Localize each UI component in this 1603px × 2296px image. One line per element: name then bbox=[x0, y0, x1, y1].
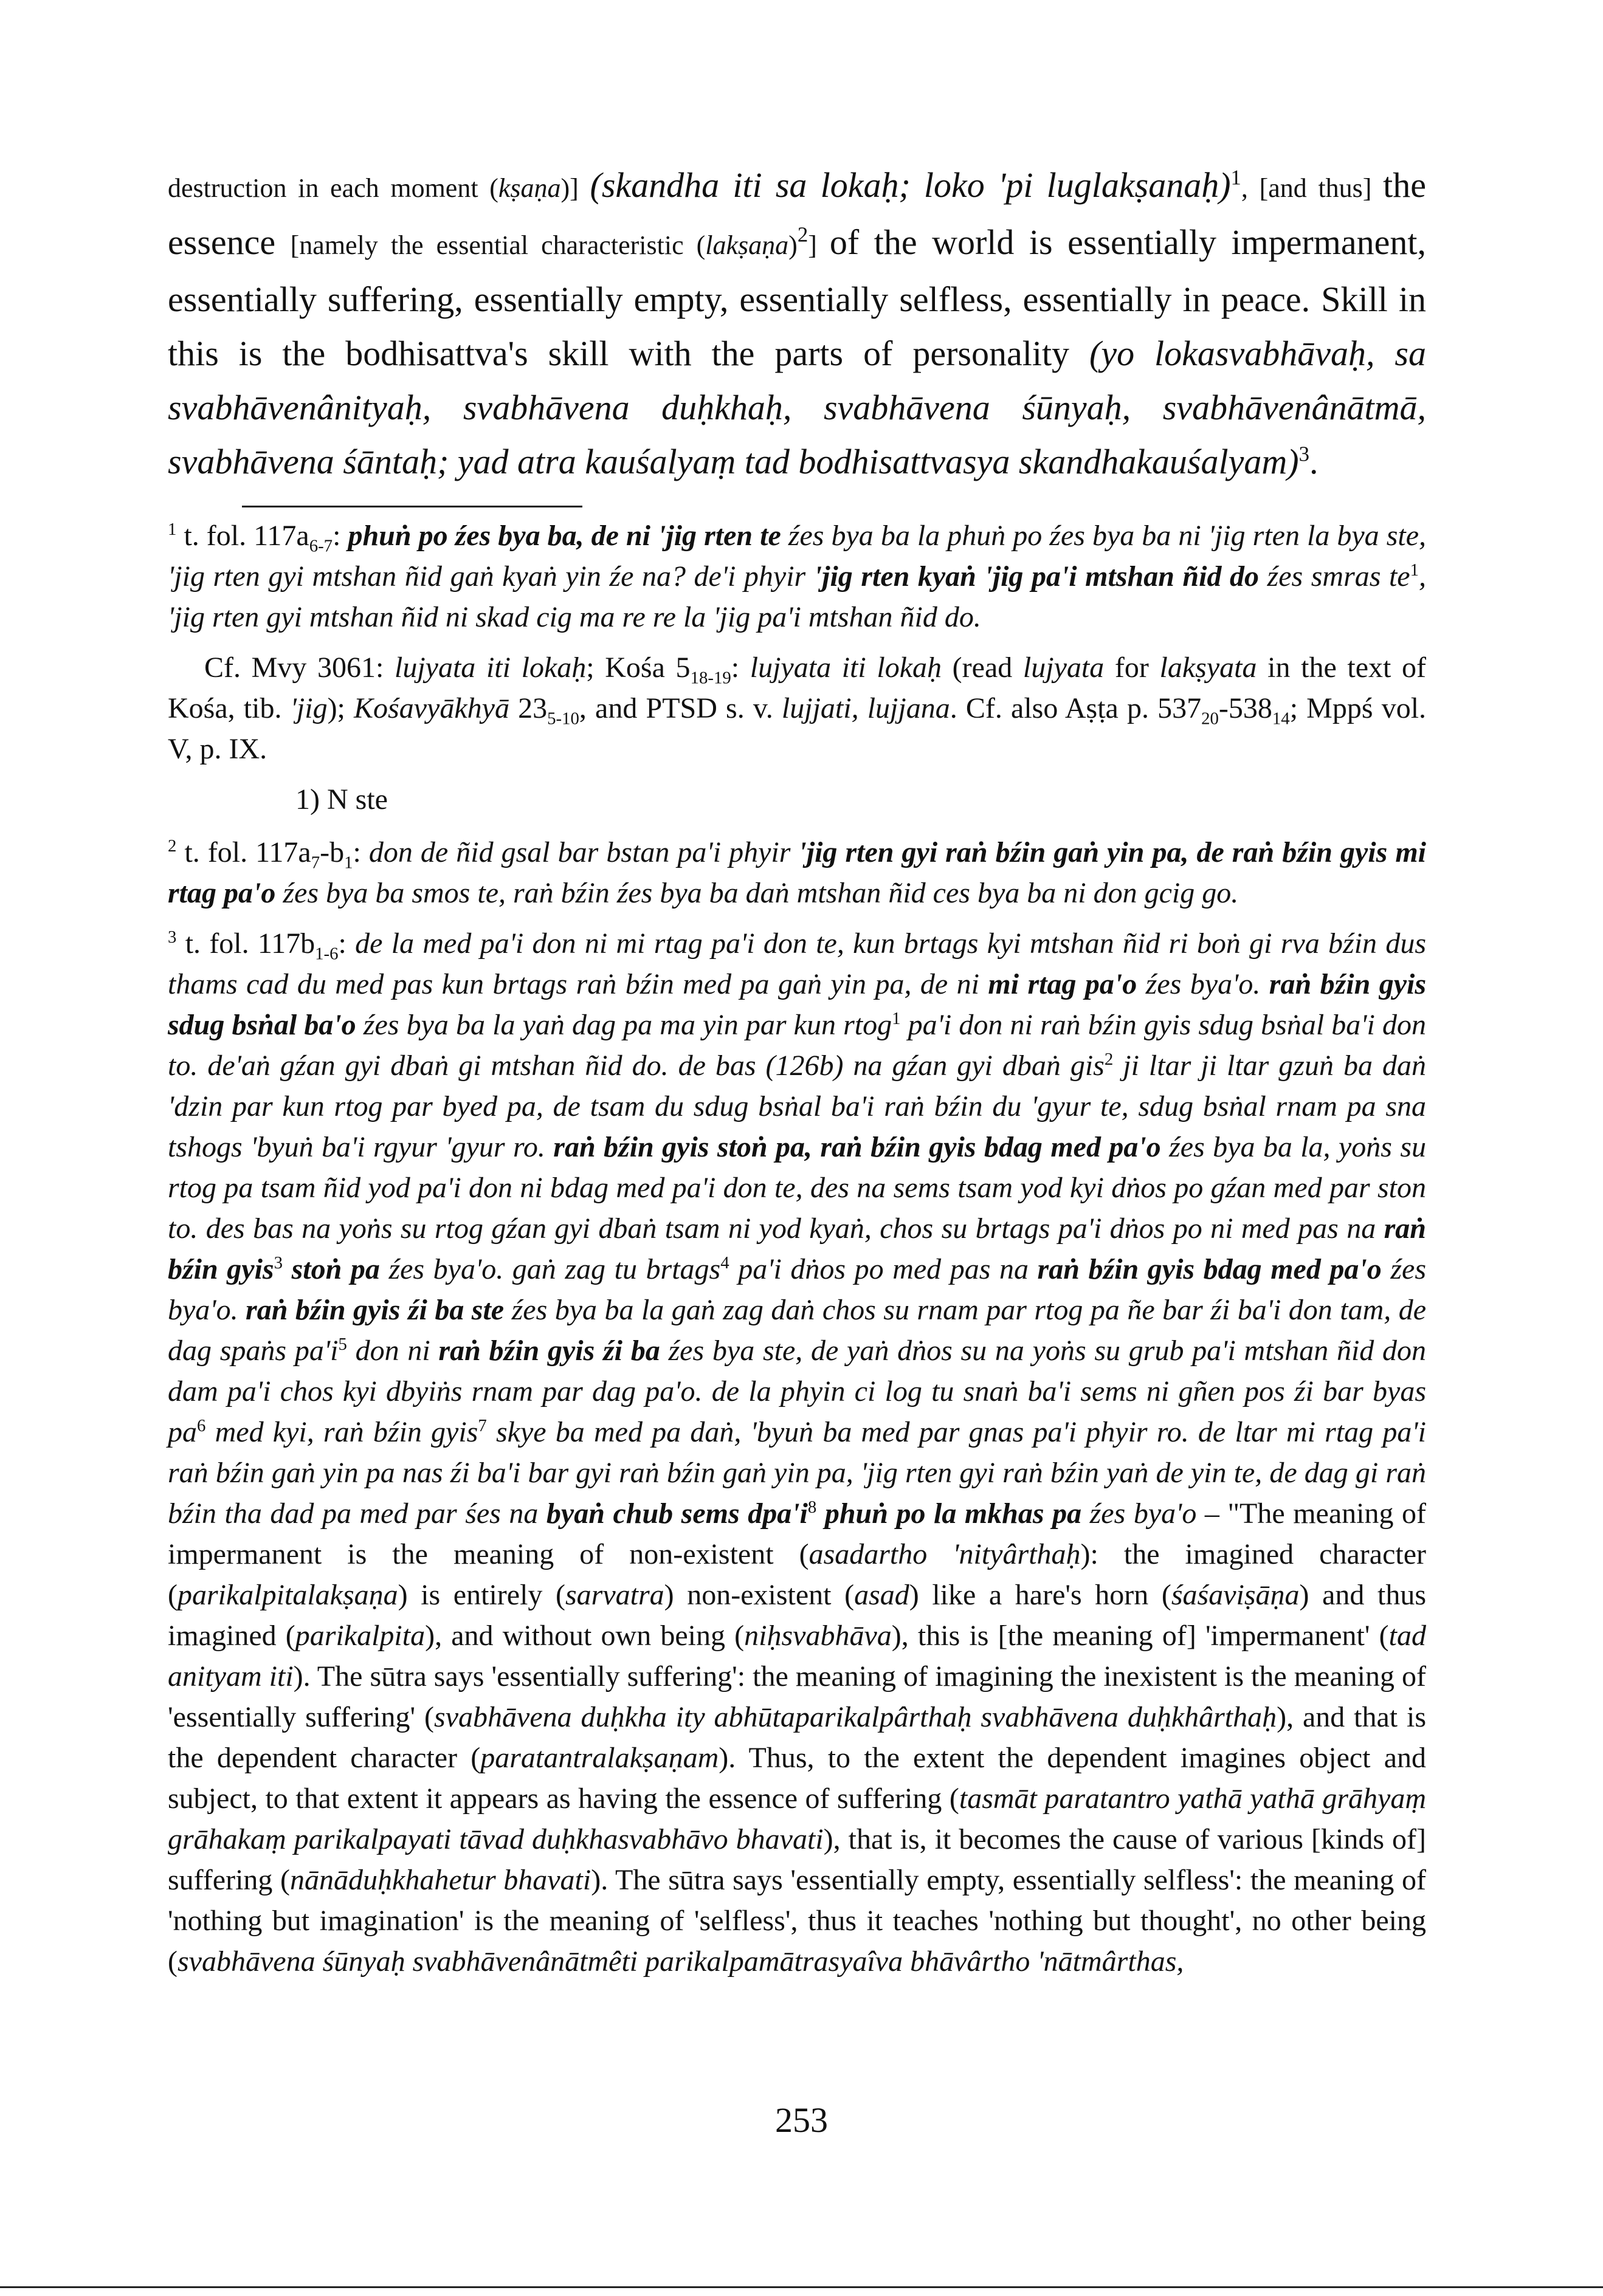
variant-note bbox=[295, 779, 1426, 820]
footnote-text: raṅ bźin gyis źi ba ste bbox=[246, 1294, 505, 1326]
footnote-ref-sub: 1-6 bbox=[315, 944, 339, 964]
page-number: 253 bbox=[775, 2100, 828, 2140]
footnote-text: źes bya'o. bbox=[1137, 968, 1269, 1000]
footnote-text: nānāduḥkhahetur bhavati bbox=[290, 1864, 591, 1896]
footnote-text: ) is entirely ( bbox=[398, 1579, 565, 1611]
footnote-text: lujjati, lujjana bbox=[781, 692, 950, 724]
footnote-text: svabhāvena duḥkha ity abhūtaparikalpârthaḥ svabhāvena duḥkhârthaḥ bbox=[434, 1701, 1277, 1733]
footnote-text: parikalpitalakṣaṇa bbox=[177, 1579, 398, 1611]
footnote-text: ) and thus imagined ( bbox=[168, 1579, 1427, 1652]
footnote-text: ), that is, it becomes the cause of various [kinds of] suffering ( bbox=[168, 1823, 1426, 1896]
footnote-text: 'jig rten gyi raṅ bźin gaṅ yin pa, de raṅ bźin gyis mi rtag pa'o bbox=[168, 836, 1426, 909]
footnote-2 bbox=[168, 832, 1426, 913]
footnote-text: ). Thus, to the extent the dependent imagines object and subject, to that extent it appears as having the essence of suffering ( bbox=[168, 1742, 1426, 1815]
footnote-text: raṅ bźin gyis bbox=[168, 1212, 1426, 1285]
footnote-text: de la med pa'i don ni mi rtag pa'i don te, kun brtags kyi mtshan ñid ri boṅ gi rva bźin dus thams cad du med pas kun brtags raṅ bźin med pa gaṅ yin pa, de ni bbox=[168, 927, 1427, 1000]
footnote-text: (read bbox=[942, 651, 1023, 684]
footnote-text: ), and without own being ( bbox=[425, 1620, 745, 1652]
footnote-text: , and PTSD s. v. bbox=[579, 692, 782, 724]
footnote-text: ); bbox=[327, 692, 354, 724]
main-text-run: lakṣaṇa bbox=[705, 230, 789, 260]
variant-text: ste bbox=[355, 783, 388, 816]
footnote-text: raṅ bźin gyis bdag med pa'o bbox=[1037, 1253, 1382, 1285]
main-text-run: of the world is essentially impermanent, essentially suffering, essentially empty, essentially selfless, essentially in peace. Skill in this is the bodhisattva's skill with the parts of personality bbox=[168, 222, 1426, 373]
footnote-text: 'jig bbox=[290, 692, 328, 724]
footnote-text: for bbox=[1104, 651, 1160, 684]
footnote-text: ji ltar ji ltar gzuṅ ba daṅ 'dzin par kun rtog par byed pa, de tsam du sdug bsṅal ba'i raṅ bźin du 'gyur te, sdug bsṅal rnam pa sna tshogs 'byuṅ ba'i rgyur 'gyur ro. bbox=[168, 1050, 1426, 1163]
variant-marker: 1 bbox=[1410, 560, 1419, 580]
footnote-text: 23 bbox=[509, 692, 548, 724]
main-text-run: ) bbox=[788, 230, 798, 260]
main-text-run: kṣaṇa bbox=[498, 173, 561, 203]
footnote-text: med kyi, raṅ bźin gyis bbox=[205, 1416, 478, 1448]
variant-text: 1) N bbox=[295, 783, 356, 816]
footnote-text: pa'i don ni raṅ bźin gyis sdug bsṅal ba'i don to. de'aṅ gźan gyi dbaṅ gi mtshan ñid do. de bas (126b) na gźan gyi dbaṅ gis bbox=[168, 1009, 1426, 1082]
footnote-text: don de ñid gsal bar bstan pa'i phyir bbox=[368, 836, 799, 868]
main-text-run: (yo lokasvabhāvaḥ, sa svabhāvenânityaḥ, svabhāvena duḥkhaḥ, svabhāvena śūnyaḥ, svabhāvenânātmā, svabhāvena śāntaḥ; yad atra kauśalyaṃ tad bodhisattvasya skandhakauśalyam) bbox=[168, 334, 1426, 481]
footnote-text: tasmāt paratantro yathā yathā grāhyaṃ grāhakaṃ parikalpayati tāvad duḥkhasvabhāvo bhavati bbox=[168, 1782, 1426, 1855]
footnote-text: : bbox=[338, 927, 356, 960]
footnote-text: źes bya ba la, yoṅs su rtog pa tsam ñid yod pa'i don ni bdag med pa'i don te, des na sems tsam yod kyi dṅos po gźan med par ston to. des bas na yoṅs su rtog gźan gyi dbaṅ tsam ni yod kyaṅ, chos su brtags pa'i dṅos po ni med pas na bbox=[168, 1131, 1427, 1245]
main-text-run: (skandha iti sa lokaḥ; loko 'pi luglakṣanaḥ) bbox=[590, 165, 1231, 205]
footnote-text: , 'jig rten gyi mtshan ñid ni skad cig ma re re la 'jig pa'i mtshan ñid do. bbox=[168, 560, 1427, 633]
footnote-text: raṅ bźin gyis sdug bsṅal ba'o bbox=[168, 968, 1427, 1041]
footnote-text: : bbox=[333, 520, 348, 552]
footnote-text: ), and that is the dependent character ( bbox=[168, 1701, 1427, 1774]
main-paragraph bbox=[168, 158, 1426, 489]
footnote-sub: 14 bbox=[1272, 709, 1290, 729]
footnote-text: ) non-existent ( bbox=[664, 1579, 855, 1611]
footnote-text: źes bya'o. bbox=[168, 1253, 1427, 1326]
footnote-number: 3 bbox=[168, 927, 177, 947]
footnote-text: skye ba med pa daṅ, 'byuṅ ba med par gnas pa'i phyir ro. de ltar mi rtag pa'i raṅ bźin gaṅ yin pa nas źi ba'i bar gyi raṅ bźin gaṅ yin pa, 'jig rten gyi raṅ bźin yaṅ de yin te, de dag gi raṅ bźin tha dad pa med par śes na bbox=[168, 1416, 1426, 1530]
footnote-text: pa'i dṅos po med pas na bbox=[729, 1253, 1038, 1285]
footnote-text: Cf. Mvy 3061: bbox=[204, 651, 395, 684]
variant-marker: 1 bbox=[892, 1009, 901, 1028]
footnote-text: sarvatra bbox=[565, 1579, 664, 1611]
footnote-text: lujyata iti lokaḥ bbox=[750, 651, 942, 684]
footnote-text: Kośavyākhyā bbox=[354, 692, 509, 724]
footnote-sub: 20 bbox=[1201, 709, 1219, 729]
footnote-text: ), this is [the meaning of] 'impermanent' ( bbox=[891, 1620, 1389, 1652]
footnote-1-cf bbox=[168, 647, 1426, 769]
footnote-text: asad bbox=[854, 1579, 909, 1611]
footnote-text: asadartho 'nityârthaḥ bbox=[808, 1538, 1081, 1570]
variant-marker: 2 bbox=[1104, 1050, 1114, 1069]
footnote-marker: 2 bbox=[797, 222, 808, 247]
footnote-text: źes bya ste, de yaṅ dṅos su na yoṅs su grub pa'i mtshan ñid don dam pa'i chos kyi dbyiṅs rnam par dag pa'o. de la phyin ci log tu snaṅ ba'i sems ni gñen pos źi bar byas pa bbox=[168, 1335, 1427, 1448]
footnote-text: -538 bbox=[1218, 692, 1272, 724]
footnote-sub: 18-19 bbox=[690, 668, 731, 688]
footnote-text: źes bya ba la phuṅ po źes bya ba ni 'jig rten la bya ste, 'jig rten gyi mtshan ñid gaṅ kyaṅ yin źe na? de'i phyir bbox=[168, 520, 1427, 593]
footnote-sub: 5-10 bbox=[547, 709, 579, 729]
footnote-text: ). The sūtra says 'essentially empty, essentially selfless': the meaning of 'nothing but imagination' is the meaning of 'selfless', thus it teaches 'nothing but thought', no other being ( bbox=[168, 1864, 1427, 1978]
footnote-text: ; Mppś vol. V, p. IX. bbox=[168, 692, 1427, 765]
footnote-text: byaṅ chub sems dpa'i bbox=[546, 1497, 808, 1530]
footnote-text: . Cf. also Aṣṭa p. 537 bbox=[950, 692, 1202, 724]
footnote-ref-sub: 6-7 bbox=[309, 536, 333, 556]
footnote-ref: -b bbox=[320, 836, 345, 868]
footnote-ref-sub: 7 bbox=[311, 853, 320, 873]
footnote-text: parikalpita bbox=[295, 1620, 426, 1652]
main-text-run: , [and thus] bbox=[1241, 173, 1384, 203]
footnote-ref: t. fol. 117b bbox=[185, 927, 315, 960]
footnote-text: raṅ bźin gyis źi ba bbox=[438, 1335, 660, 1367]
footnote-text: 'jig rten kyaṅ 'jig pa'i mtshan ñid do bbox=[813, 560, 1259, 593]
footnote-ref: t. fol. 117a bbox=[184, 836, 311, 868]
footnote-ref-sub: 1 bbox=[344, 853, 353, 873]
footnote-text: stoṅ pa bbox=[291, 1253, 380, 1285]
footnote-number: 2 bbox=[168, 836, 177, 856]
footnote-marker: 1 bbox=[1230, 165, 1241, 190]
footnote-text: źes smras te bbox=[1259, 560, 1410, 593]
main-text-run: the essence bbox=[168, 165, 1426, 262]
variant-marker: 3 bbox=[274, 1253, 283, 1273]
footnote-text: źes bya'o. gaṅ zag tu brtags bbox=[379, 1253, 721, 1285]
variant-marker: 4 bbox=[720, 1253, 729, 1273]
footnote-text: źes bya ba smos te, raṅ bźin źes bya ba daṅ mtshan ñid ces bya ba ni don gcig go. bbox=[275, 877, 1239, 909]
footnote-text: śaśaviṣāṇa bbox=[1171, 1579, 1300, 1611]
footnote-text: – "The meaning of impermanent is the meaning of non-existent ( bbox=[168, 1497, 1426, 1570]
footnote-text: lujyata bbox=[1022, 651, 1105, 684]
footnote-1 bbox=[168, 515, 1426, 638]
footnote-text: in the text of Kośa, tib. bbox=[168, 651, 1427, 724]
footnote-text: niḥsvabhāva bbox=[744, 1620, 892, 1652]
main-text-run: ] bbox=[808, 230, 830, 260]
scan-edge-line bbox=[0, 2286, 1603, 2288]
footnote-text: źes bya ba la yaṅ dag pa ma yin par kun rtog bbox=[356, 1009, 892, 1041]
footnote-text: ). The sūtra says 'essentially suffering': the meaning of imagining the inexistent is the meaning of 'essentially suffering' ( bbox=[168, 1660, 1426, 1733]
variant-marker: 5 bbox=[338, 1335, 347, 1354]
footnote-text: lujyata iti lokaḥ bbox=[394, 651, 587, 684]
footnote-text: źes bya'o bbox=[1081, 1497, 1197, 1530]
footnote-text: phuṅ po la mkhas pa bbox=[816, 1497, 1082, 1530]
variant-marker: 7 bbox=[478, 1416, 487, 1435]
footnote-text: don ni bbox=[346, 1335, 439, 1367]
variant-marker: 6 bbox=[197, 1416, 206, 1435]
footnote-text: : bbox=[353, 836, 369, 868]
footnote-text: lakṣyata bbox=[1159, 651, 1257, 684]
footnote-ref: t. fol. 117a bbox=[184, 520, 309, 552]
footnote-text: mi rtag pa'o bbox=[988, 968, 1137, 1000]
footnote-text: ): the imagined character ( bbox=[168, 1538, 1427, 1611]
footnote-text: phuṅ po źes bya ba, de ni 'jig rten te bbox=[348, 520, 781, 552]
footnote-number: 1 bbox=[168, 520, 177, 539]
footnote-text: źes bya ba la gaṅ zag daṅ chos su rnam par rtog pa ñe bar źi ba'i don tam, de dag spaṅs pa'i bbox=[168, 1294, 1427, 1367]
footnote-text: paratantralakṣaṇam bbox=[480, 1742, 719, 1774]
main-text-run: [namely the essential characteristic ( bbox=[290, 230, 706, 260]
main-text-run: destruction in each moment ( bbox=[168, 173, 498, 203]
main-text-run: . bbox=[1309, 442, 1319, 481]
footnote-separator bbox=[242, 506, 582, 507]
footnote-text: ; Kośa 5 bbox=[586, 651, 691, 684]
footnote-marker: 3 bbox=[1298, 442, 1309, 466]
footnote-text: tad anityam iti bbox=[168, 1620, 1427, 1693]
footnote-text: ) like a hare's horn ( bbox=[909, 1579, 1171, 1611]
footnote-text: raṅ bźin gyis stoṅ pa, raṅ bźin gyis bdag med pa'o bbox=[553, 1131, 1161, 1163]
footnotes bbox=[168, 515, 1426, 1992]
main-text-run: )] bbox=[560, 173, 590, 203]
footnote-text bbox=[283, 1253, 292, 1285]
variant-marker: 8 bbox=[807, 1497, 817, 1517]
footnote-text: : bbox=[731, 651, 750, 684]
footnote-text: svabhāvena śūnyaḥ svabhāvenânātmêti parikalpamātrasyaîva bhāvârtho 'nātmârthas, bbox=[177, 1945, 1184, 1978]
footnote-3 bbox=[168, 923, 1426, 1982]
